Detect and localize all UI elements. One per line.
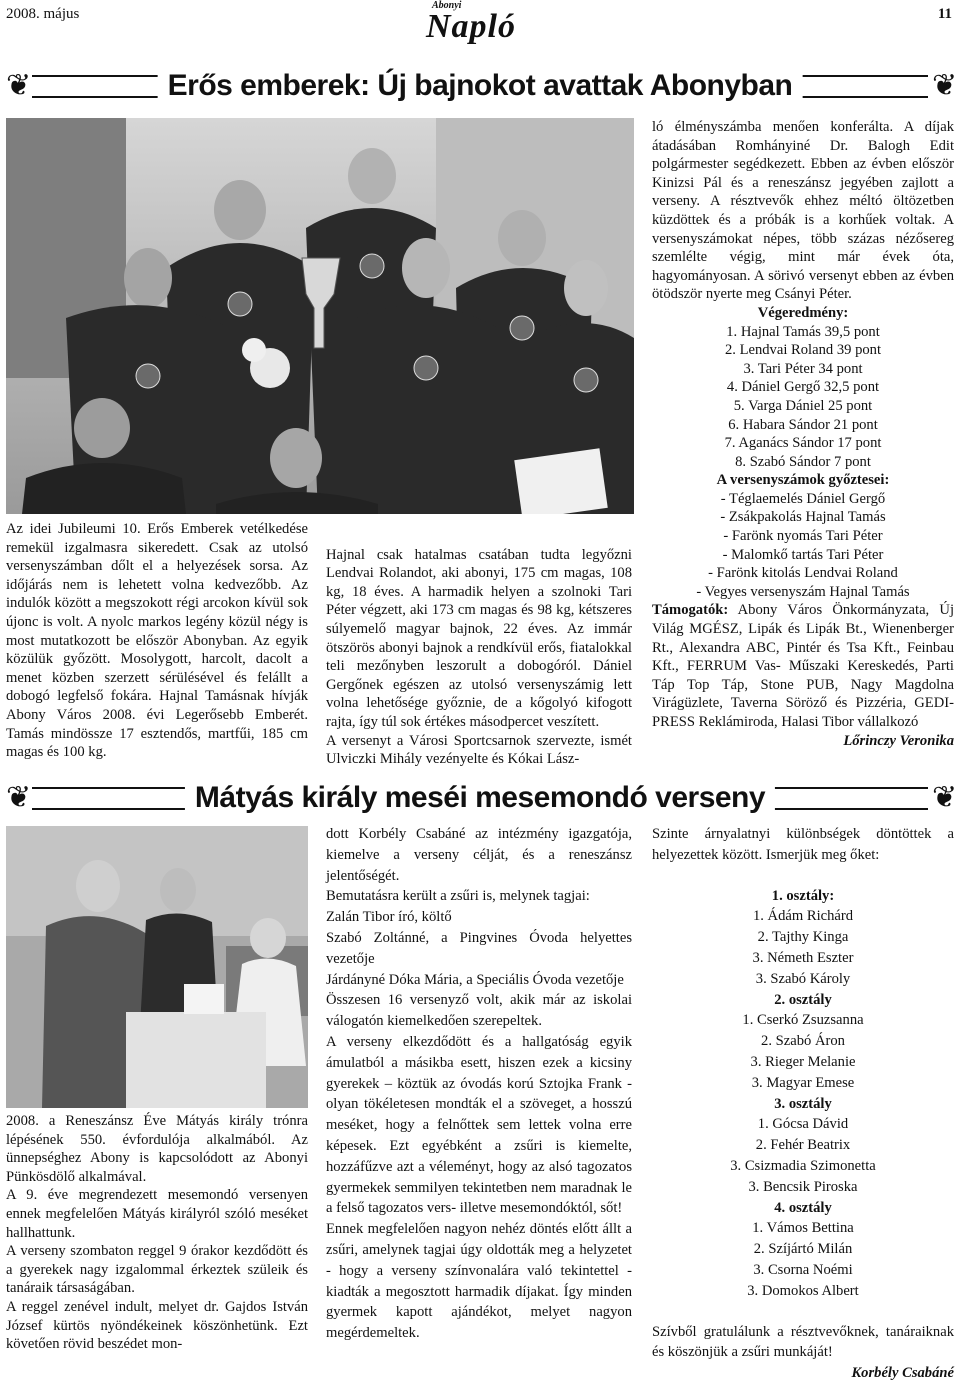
- article2-col2-paragraph: Összesen 16 versenyző volt, akik már az iskolai válogatón kiemelkedően szerepeltek.: [326, 992, 632, 1030]
- masthead-small: Abonyi: [432, 0, 462, 11]
- article2-title-bar: [6, 778, 958, 818]
- issue-date: 2008. május: [6, 6, 80, 22]
- class-entry: 1. Cserkó Zsuzsanna: [742, 1012, 864, 1029]
- class-entry: 2. Szíjártó Milán: [753, 1241, 853, 1258]
- sponsors-text: Abony Város Önkormányzata, Új Világ MGÉSZ, Lipák és Lipák Bt., Wienenberger Rt., Alexandra ABC, Pintér és Tsa Kft., Feinbau Kft., FERRUM Vas- Műszaki Kereskedés, Parti Táp Top Táp, Stone PUB, Nagy Magdolna Virágüzlete, Taverna Söröző és Pizzéria, GEDI-PRESS Reklámiroda, Halasi Tibor vállalkozó: [652, 602, 954, 730]
- article2-col1-paragraph: 2008. a Reneszánsz Éve Mátyás király trónra lépésének 550. évfordulója alkalmából. Az ünnepséghez Abony is kapcsolódott az Abonyi Pünkösdölő alkalmával.: [6, 1113, 308, 1185]
- result-item: 4. Dániel Gergő 32,5 pont: [726, 379, 880, 396]
- article1-col1-text: Az idei Jubileumi 10. Erős Emberek vetélkedése remekül izgalmasra sikeredett. Csak az utolsó versenyszámban dőlt el a helyezések sorsa. Az időjárás nem is lehetett volna kedvezőbb. Az indulók között a megszokott régi arcokon kívül sok újonc is volt. A nyolc markos legény közül négy is most mutatkozott be először Abonyban. Az egyik közülük győzött. Mosolygott, harcolt, dacolt a menet közben szerzett sérülésével és felállt a dobogó legfelső fokára. Hajnal Tamásnak hívják Abony Város 2008. évi Legerősebb Emberét. Tamás mindössze 17 esztendős, martfűi, 185 cm magas és 100 kg.: [6, 521, 308, 761]
- winner-item: - Farönk kitolás Lendvai Roland: [708, 565, 898, 582]
- article1-author: Lőrinczy Veronika: [843, 732, 954, 749]
- class-title: 3. osztály: [774, 1095, 832, 1112]
- strongmen-photo: [6, 118, 634, 514]
- article1-column-2: [326, 527, 632, 787]
- sponsors-label: Támogatók:: [652, 602, 729, 619]
- article2-col2-paragraph: A verseny elkezdődött és a hallgatóság egyik ámulatból a másikba esett, hiszen ezek a kicsiny gyerekek – köztük az óvodás korú Sztojka Frank - olyan tökéletesen mondták el a szöveget, a hosszú meséket, hogy a felnőttek sem lettek volna erre képesek. Ezt egyébként a zsűri is kiemelte, hozzáfűzve azt a véleményt, hogy az alsó tagozatos gyermekek semmilyen tekintetben nem maradnak le a felső tagozatos vers- illetve mesemondóktól, sőt!: [326, 1033, 632, 1217]
- article2-column-2: [326, 824, 632, 1344]
- article2-column-3: [652, 824, 954, 1384]
- result-item: 8. Szabó Sándor 7 pont: [735, 453, 871, 470]
- class-entry: 1. Vámos Bettina: [752, 1220, 854, 1237]
- class-title: 2. osztály: [774, 991, 832, 1008]
- masthead-title: Napló: [426, 8, 516, 45]
- article2-col2-paragraph: dott Korbély Csabáné az intézmény igazgatója, kiemelve a verseny célját, és a reneszánsz jelentőségét.: [326, 826, 632, 884]
- article2-col2-paragraph: Zalán Tibor író, költő: [326, 909, 452, 926]
- class-entry: 3. Bencsik Piroska: [748, 1178, 858, 1195]
- result-item: 6. Habara Sándor 21 pont: [728, 416, 878, 433]
- article1-column-3: [652, 118, 954, 750]
- article1-title-bar: [6, 66, 958, 106]
- class-entry: 1. Ádám Richárd: [752, 908, 854, 925]
- class-entry: 3. Németh Eszter: [752, 949, 854, 966]
- ornament-left-icon: ❦: [6, 69, 32, 102]
- ornament-left-icon: ❦: [6, 781, 32, 814]
- winners-list: [652, 490, 954, 602]
- article2-col3-intro: Szinte árnyalatnyi különbségek döntöttek a helyezettek között. Ismerjük meg őket:: [652, 826, 954, 863]
- result-item: 5. Varga Dániel 25 pont: [733, 397, 873, 414]
- results-title: Végeredmény:: [757, 304, 849, 321]
- storytelling-photo: [6, 826, 308, 1108]
- sponsors-paragraph: [652, 601, 954, 731]
- article1-col2-text: Hajnal csak hatalmas csatában tudta legyőzni Lendvai Rolandot, aki abonyi, 175 cm magas, 108 kg, 18 éves. A harmadik helyen a szolnoki Tari Péter végzett, aki 173 cm magas és 98 kg, kétszeres súlyemelő magyar bajnok, 22 éves. Az immár ötszörös abonyi bajnok a rendkívül erős, fiatalokkal teli mezőnyben leszorult a dobogóról. Dániel Gergőnek egészen az utolsó versenyszámig lett volna lehetősége győznie, de a kőgolyó kifogott rajta, így túl sok értékes másodpercet veszített. A versenyt a Városi Sportcsarnok szervezte, ismét Ulviczki Mihály vezényelte és Kókai Lász-: [326, 546, 632, 768]
- class-results: [652, 886, 954, 1302]
- winner-item: - Vegyes versenyszám Hajnal Tamás: [696, 583, 910, 600]
- class-title: 4. osztály: [774, 1199, 832, 1216]
- article1-col3-intro: ló élményszámba menően konferálta. A díjak átadásában Romhányiné Dr. Balogh Edit polgármester segédkezett. Ebben az évben először Kinizsi Pál és a reneszánsz jegyében zajlott a verseny. A résztvevők ehhez méltó öltözetben küzdöttek és a próbák is a korhűek voltak. A versenyszámokat népes, több százas nézősereg szemlélte végig, mint már évek óta, hagyományosan. A sörivó versenyt ebben az évben ötödször nyerte meg Csányi Péter.: [652, 119, 954, 303]
- class-entry: 2. Fehér Beatrix: [755, 1137, 851, 1154]
- article2-column-1: [6, 1112, 308, 1354]
- article2-col1-paragraph: A 9. éve megrendezett mesemondó versenyen ennek megfelelően Mátyás királyról szóló meséket hallhattunk.: [6, 1187, 308, 1241]
- ornament-right-icon: ❦: [932, 781, 958, 814]
- article2-col1-paragraph: A verseny szombaton reggel 9 órakor kezdődött és a gyerekek nagy izgalommal érkeztek szüleik és tanáraik társaságában.: [6, 1243, 308, 1297]
- class-entry: 3. Csizmadia Szimonetta: [730, 1157, 876, 1174]
- class-entry: 3. Szabó Károly: [755, 970, 851, 987]
- class-entry: 3. Rieger Melanie: [750, 1053, 856, 1070]
- article2-title: Mátyás király meséi mesemondó verseny: [185, 779, 775, 817]
- article2-col2-paragraph: Bemutatásra került a zsűri is, melynek tagjai:: [326, 888, 590, 905]
- class-entry: 3. Domokos Albert: [747, 1282, 859, 1299]
- class-entry: 3. Magyar Emese: [751, 1074, 855, 1091]
- article2-col2-paragraph: Ennek megfelelően nagyon nehéz döntés előtt állt a zsűri, amelynek tagjai úgy oldották meg a helyzetet - hogy a verseny színvonalára való tekintettel - kiadták a megosztott harmadik díjakat. Így minden gyermek kapott ajándékot, melyet nagyon megérdemeltek.: [326, 1221, 632, 1342]
- article2-author: Korbély Csabáné: [851, 1365, 954, 1382]
- masthead-logo: [418, 0, 548, 48]
- result-item: 1. Hajnal Tamás 39,5 pont: [726, 323, 880, 340]
- ornament-right-icon: ❦: [932, 69, 958, 102]
- class-entry: 1. Gócsa Dávid: [757, 1116, 849, 1133]
- page-number: 11: [937, 6, 952, 22]
- article2-closing: Szívből gratulálunk a résztvevőknek, tanáraiknak és köszönjük a zsűri munkáját!: [652, 1323, 954, 1361]
- article1-column-1: [6, 520, 308, 762]
- article1-title: Erős emberek: Új bajnokot avattak Abonyban: [158, 67, 803, 105]
- result-item: 3. Tari Péter 34 pont: [743, 360, 863, 377]
- winner-item: - Farönk nyomás Tari Péter: [723, 528, 883, 545]
- article2-col2-paragraph: Szabó Zoltánné, a Pingvines Óvoda helyettes vezetője: [326, 929, 632, 967]
- winners-title: A versenyszámok győztesei:: [716, 472, 890, 489]
- article2-col1-paragraph: A reggel zenével indult, melyet dr. Gajdos István József kürtös nyöndékeinek köszönhetünk. Ezt követően rövid beszédet mon-: [6, 1298, 308, 1353]
- class-entry: 2. Tajthy Kinga: [757, 929, 849, 946]
- results-list: [652, 323, 954, 472]
- article2-col2-paragraph: Járdányné Dóka Mária, a Speciális Óvoda vezetője: [326, 971, 624, 988]
- result-item: 2. Lendvai Roland 39 pont: [724, 342, 882, 359]
- winner-item: - Zsákpakolás Hajnal Tamás: [720, 509, 886, 526]
- winner-item: - Malomkő tartás Tari Péter: [722, 546, 884, 563]
- result-item: 7. Aganács Sándor 17 pont: [724, 435, 882, 452]
- class-entry: 3. Csorna Noémi: [753, 1261, 853, 1278]
- winner-item: - Téglaemelés Dániel Gergő: [720, 490, 886, 507]
- class-entry: 2. Szabó Áron: [761, 1033, 845, 1050]
- class-title: 1. osztály:: [771, 887, 835, 904]
